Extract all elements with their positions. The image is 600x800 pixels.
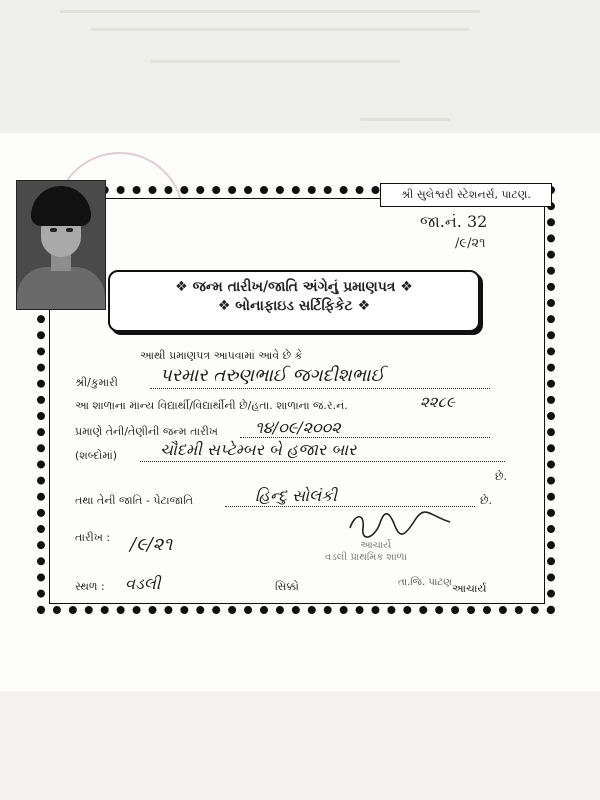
caste-label: તથા તેની જાતિ - પેટાજાતિ xyxy=(75,494,193,507)
che-1: છે. xyxy=(495,470,507,483)
principal-signature xyxy=(345,508,455,542)
words-value: ચૌદમી સપ્ટેમ્બર બે હજાર બાર xyxy=(160,440,357,459)
bleed-through-area xyxy=(0,0,600,130)
words-line xyxy=(140,461,505,462)
certificate-title-box xyxy=(108,270,480,332)
principal-label: આચાર્ય xyxy=(452,582,487,595)
che-2: છે. xyxy=(480,494,492,507)
dob-value: ૧૪/૦૯/૨૦૦૨ xyxy=(255,418,341,437)
title-line-1: ❖ જન્મ તારીખ/જાતિ અંગેનું પ્રમાણપત્ર ❖ xyxy=(175,279,413,295)
name-value: પરમાર તરુણભાઈ જગદીશભાઈ xyxy=(160,365,385,386)
gr-number: ૨૨૮૯ xyxy=(420,393,455,411)
seal-label: સિક્કો xyxy=(275,580,299,593)
serial-number: જા.નં. 32 xyxy=(420,212,488,231)
caste-line xyxy=(225,506,475,507)
place-label: સ્થળ : xyxy=(75,580,105,593)
place-value: વડલી xyxy=(125,574,161,593)
dob-label: પ્રમાણે તેની/તેણીની જન્મ તારીખ xyxy=(75,425,218,438)
serial-date: /૯/૨૧ xyxy=(455,236,486,251)
seal-principal: આચાર્ય xyxy=(360,540,392,551)
seal-taluka: તા.જિ. પાટણ xyxy=(398,577,452,588)
name-line xyxy=(150,388,490,389)
caste-value: હિન્દુ સોલંકી xyxy=(255,486,337,505)
words-label: (શબ્દોમાં) xyxy=(75,449,118,462)
intro-text: આથી પ્રમાણપત્ર આપવામાં આવે છે કે xyxy=(140,349,303,362)
seal-school-name: વડલી પ્રાથમિક શાળા xyxy=(325,552,407,563)
date-value: /૯/૨૧ xyxy=(130,534,173,555)
title-line-2: ❖ બોનાફાઇડ સર્ટિફિકેટ ❖ xyxy=(217,298,371,314)
student-label: આ શાળાના માન્ય વિદ્યાર્થી/વિદ્યાર્થીની છે/હતા. શાળાના જ.ર.નં. xyxy=(75,399,348,412)
date-label: તારીખ : xyxy=(75,531,111,544)
name-label: શ્રી/કુમારી xyxy=(75,376,118,389)
vendor-label: શ્રી સુલેશ્વરી સ્ટેશનર્સ, પાટણ. xyxy=(380,183,552,207)
student-photo xyxy=(16,180,106,310)
